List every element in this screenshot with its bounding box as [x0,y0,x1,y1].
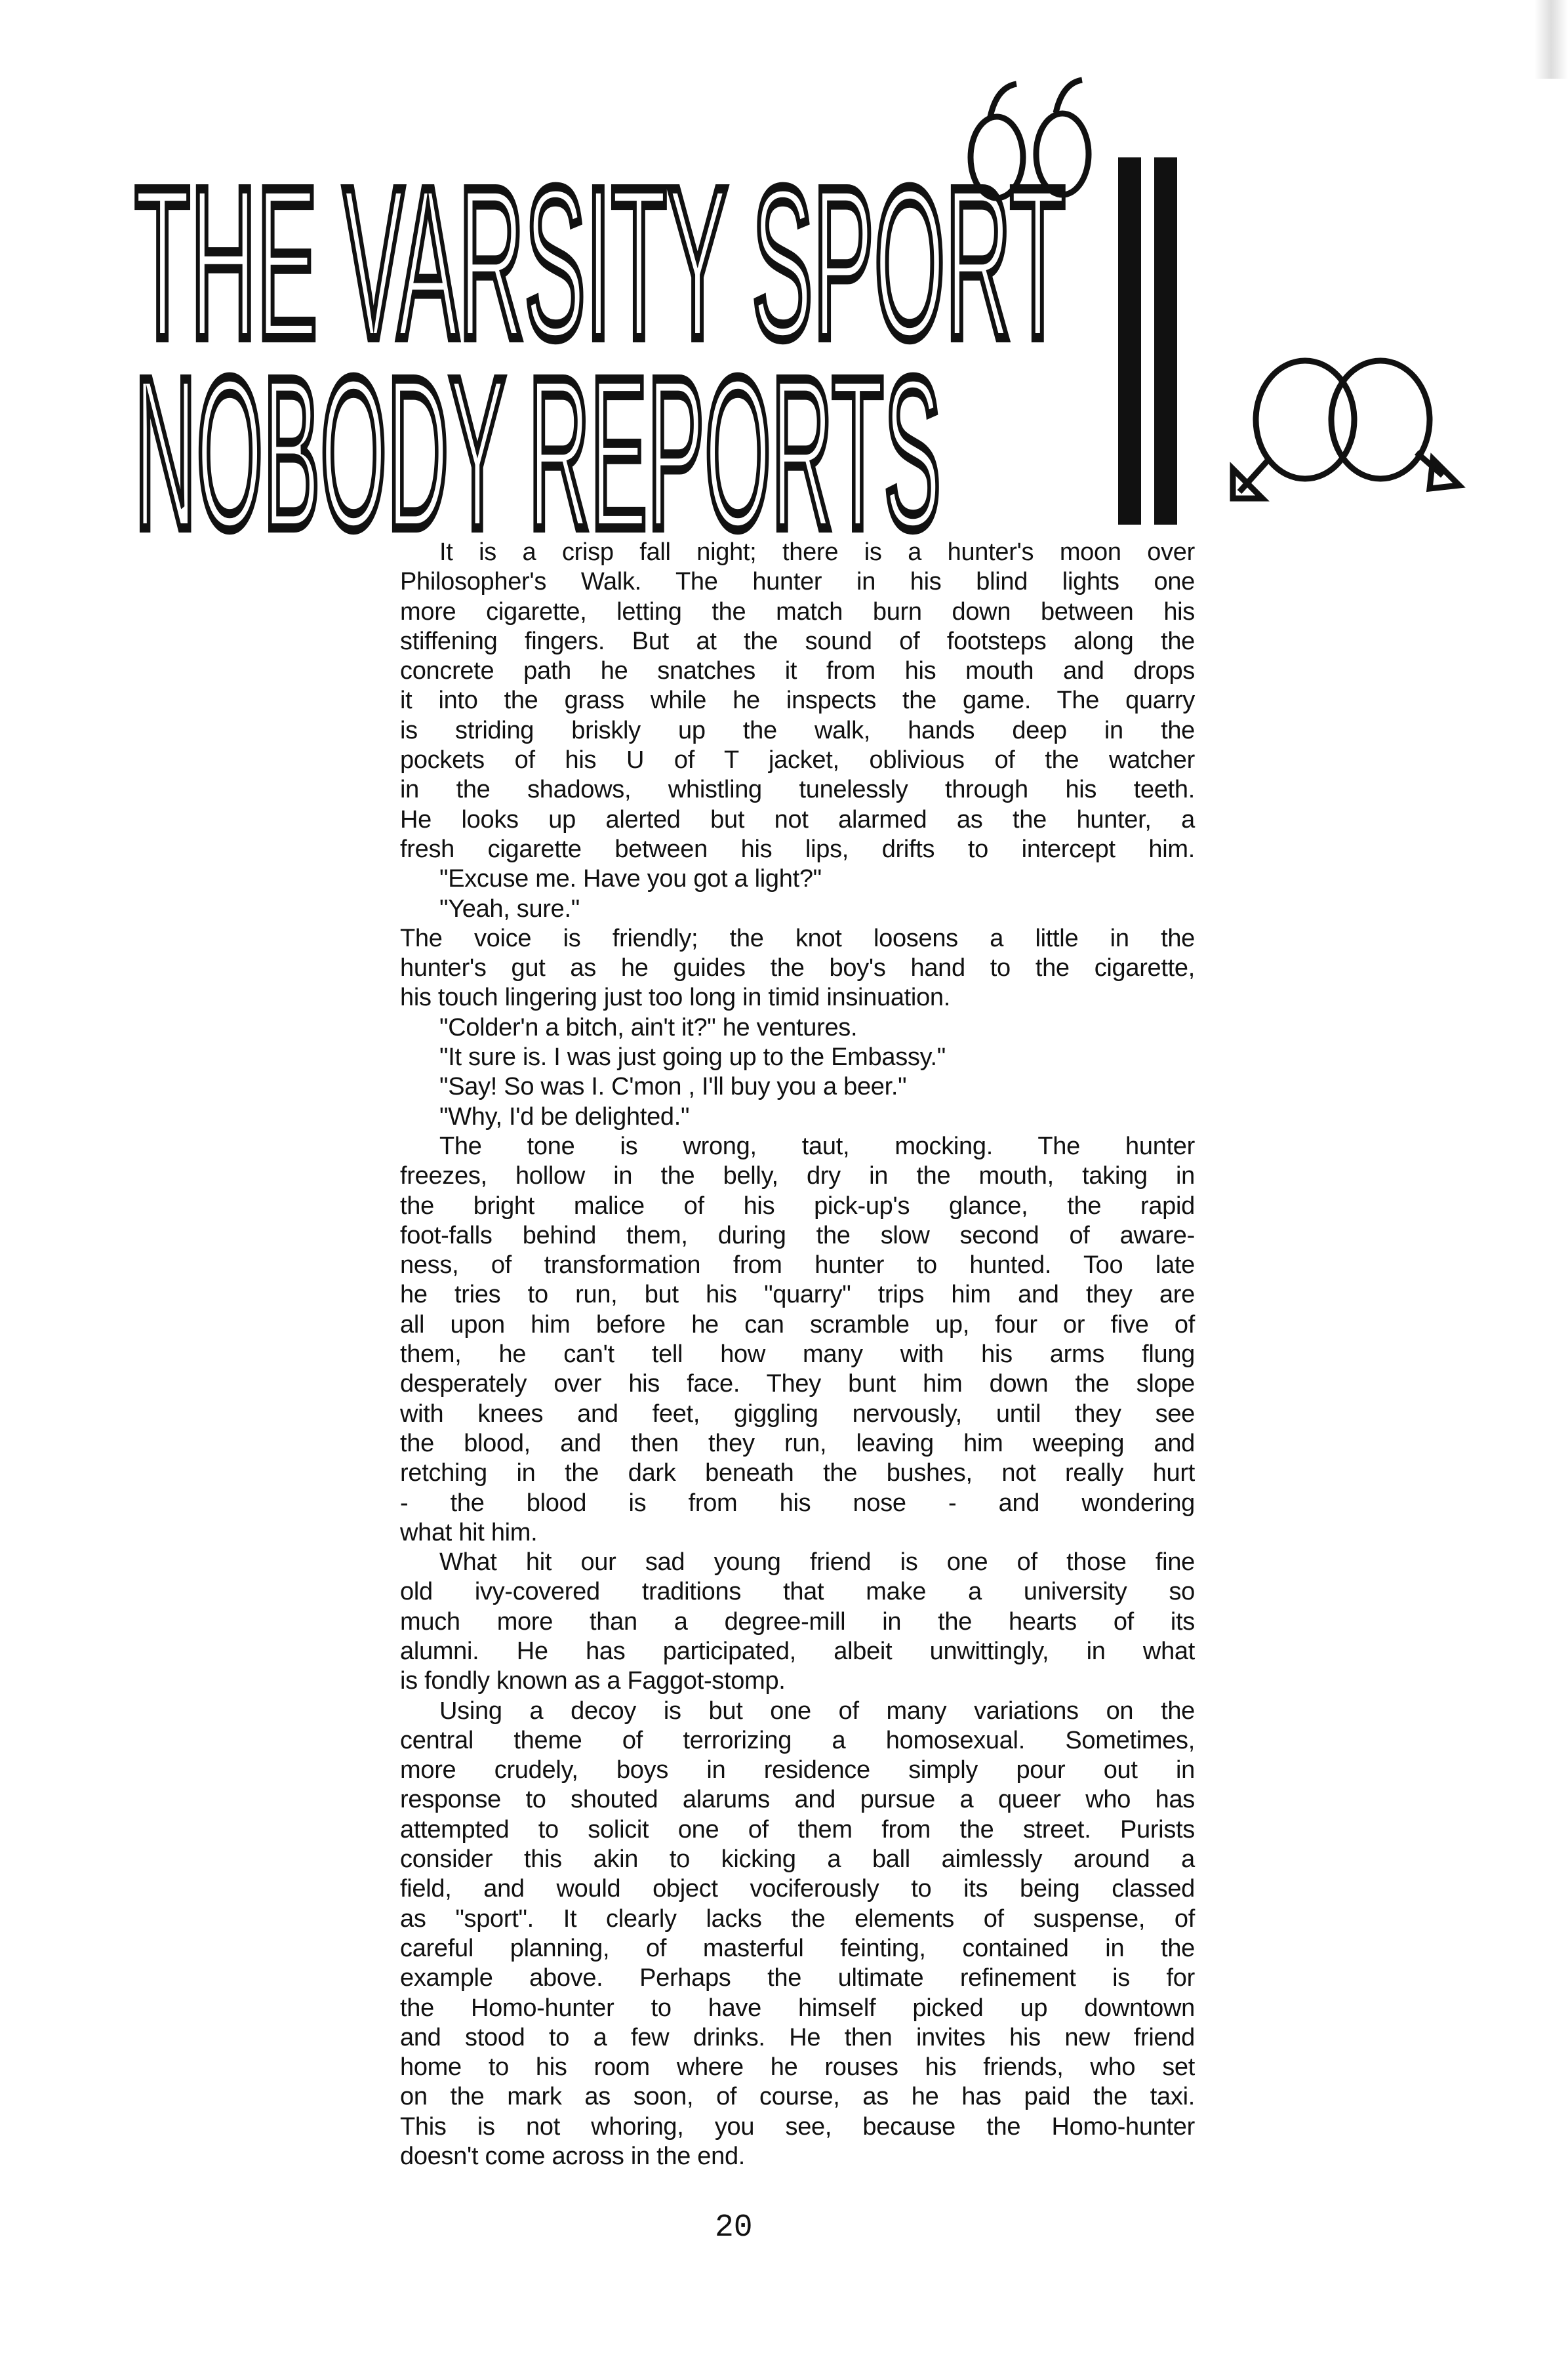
text-line: The tone is wrong, taut, mocking. The hunter [439,1132,1195,1160]
paragraph [400,1697,1195,2172]
text-line: in the shadows, whistling tunelessly through his teeth. [400,776,1195,804]
text-line: "It sure is. I was just going up to the Embassy." [439,1043,946,1072]
text-line: the blood, and then they run, leaving him weeping and [400,1429,1195,1457]
text-line: fresh cigarette between his lips, drifts to intercept him. [400,835,1195,863]
text-line: "Colder'n a bitch, ain't it?" he ventures. [439,1013,858,1041]
text-line: home to his room where he rouses his friends, who set [400,2053,1195,2082]
text-line: Philosopher's Walk. The hunter in his blind lights one [400,568,1195,596]
text-line: on the mark as soon, of course, as he has paid the taxi. [400,2083,1195,2111]
article-body [400,538,1195,2171]
title-line-1: THE VARSITY SPORT [134,142,1066,384]
text-line: freezes, hollow in the belly, dry in the mouth, taking in [400,1162,1195,1190]
text-line: all upon him before he can scramble up, four or five of [400,1310,1195,1339]
double-bar-mark [1118,157,1177,525]
text-line: field, and would object vociferously to its being classed [400,1875,1195,1903]
text-line: consider this akin to kicking a ball aimlessly around a [400,1845,1195,1874]
text-line: It is a crisp fall night; there is a hunter's moon over [439,538,1195,566]
paragraph [400,1013,1195,1043]
text-line: He looks up alerted but not alarmed as the hunter, a [400,805,1195,834]
text-line: foot-falls behind them, during the slow second of aware- [400,1221,1195,1249]
text-line: with knees and feet, giggling nervously, until they see [400,1400,1195,1428]
text-line: "Say! So was I. C'mon , I'll buy you a beer." [439,1073,907,1101]
text-line: "Excuse me. Have you got a light?" [439,865,822,893]
paragraph [400,538,1195,864]
text-line: more crudely, boys in residence simply pour out in [400,1756,1195,1784]
text-line: and stood to a few drinks. He then invites his new friend [400,2023,1195,2051]
paragraph [400,1102,1195,1132]
paragraph [400,1072,1195,1102]
text-line: it into the grass while he inspects the game. The quarry [400,687,1195,715]
text-line: them, he can't tell how many with his arms flung [400,1340,1195,1369]
paragraph [400,924,1195,1013]
text-line: is striding briskly up the walk, hands deep in the [400,716,1195,744]
text-line: response to shouted alarums and pursue a queer who has [400,1786,1195,1814]
text-line: "Yeah, sure." [439,895,580,923]
text-line: example above. Perhaps the ultimate refinement is for [400,1964,1195,1992]
paragraph [400,895,1195,924]
text-line: hunter's gut as he guides the boy's hand to the cigarette, [400,954,1195,982]
text-line: what hit him. [400,1518,538,1546]
text-line: desperately over his face. They bunt him down the slope [400,1370,1195,1398]
text-line: more cigarette, letting the match burn down between his [400,597,1195,626]
paragraph [400,1548,1195,1696]
text-line: "Why, I'd be delighted." [439,1102,690,1131]
text-line: much more than a degree-mill in the hearts of its [400,1607,1195,1636]
text-line: the bright malice of his pick-up's glance, the rapid [400,1192,1195,1220]
text-line: his touch lingering just too long in timid insinuation. [400,984,951,1012]
text-line: doesn't come across in the end. [400,2143,746,2171]
text-line: the Homo-hunter to have himself picked up downtown [400,1994,1195,2022]
page-number: 20 [715,2210,753,2246]
text-line: Using a decoy is but one of many variations on the [439,1697,1195,1725]
text-line: This is not whoring, you see, because the Homo-hunter [400,2112,1195,2141]
paragraph [400,1043,1195,1072]
text-line: pockets of his U of T jacket, oblivious of the watcher [400,746,1195,775]
title-line-2: NOBODY REPORTS [134,332,941,544]
text-line: - the blood is from his nose - and wondering [400,1489,1195,1517]
text-line: as "sport". It clearly lacks the elements of suspense, of [400,1904,1195,1933]
text-line: old ivy-covered traditions that make a university so [400,1578,1195,1606]
male-symbols-arrows-icon [1233,361,1459,498]
text-line: retching in the dark beneath the bushes, not really hurt [400,1459,1195,1487]
text-line: stiffening fingers. But at the sound of footsteps along the [400,627,1195,655]
text-line: careful planning, of masterful feinting, contained in the [400,1934,1195,1962]
paragraph [400,1132,1195,1548]
title-block [0,0,1568,544]
text-line: The voice is friendly; the knot loosens a little in the [400,924,1195,952]
text-line: ness, of transformation from hunter to hunted. Too late [400,1251,1195,1279]
text-line: What hit our sad young friend is one of those fine [439,1548,1195,1577]
text-line: is fondly known as a Faggot-stomp. [400,1667,786,1695]
text-line: central theme of terrorizing a homosexual. Sometimes, [400,1726,1195,1754]
text-line: alumni. He has participated, albeit unwittingly, in what [400,1637,1195,1665]
text-line: he tries to run, but his "quarry" trips him and they are [400,1281,1195,1309]
text-line: attempted to solicit one of them from the street. Purists [400,1815,1195,1843]
text-line: concrete path he snatches it from his mouth and drops [400,657,1195,685]
paragraph [400,864,1195,894]
